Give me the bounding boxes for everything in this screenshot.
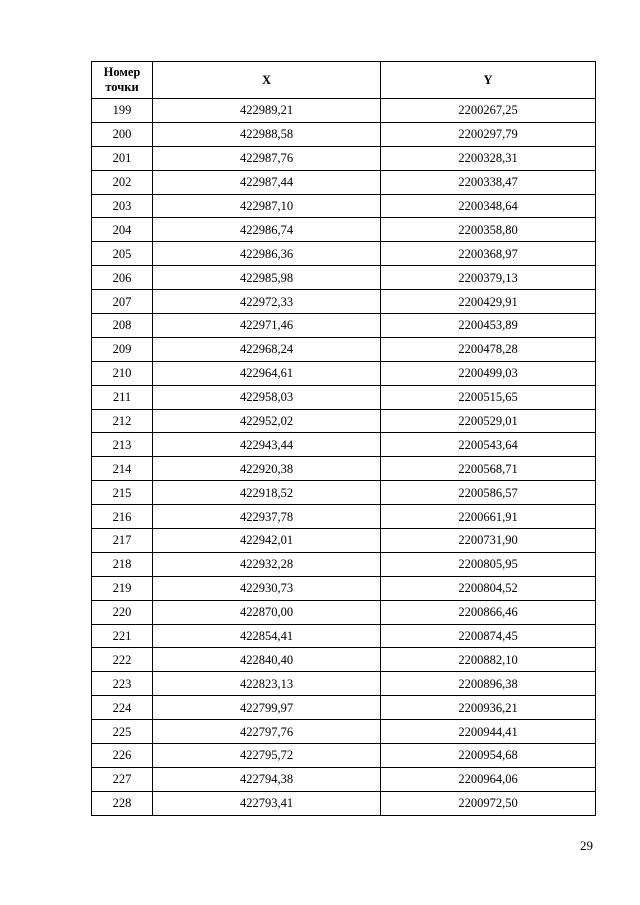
table-row [92, 720, 596, 744]
cell-x: 422937,78 [153, 505, 381, 529]
cell-y: 2200297,79 [381, 122, 596, 146]
cell-point-number: 214 [92, 457, 153, 481]
cell-x: 422799,97 [153, 696, 381, 720]
cell-point-number: 226 [92, 744, 153, 768]
table-header-row [92, 62, 596, 99]
cell-point-number: 207 [92, 290, 153, 314]
cell-y: 2200805,95 [381, 552, 596, 576]
cell-point-number: 217 [92, 529, 153, 553]
cell-point-number: 225 [92, 720, 153, 744]
cell-x: 422840,40 [153, 648, 381, 672]
table-row [92, 672, 596, 696]
cell-y: 2200866,46 [381, 600, 596, 624]
cell-x: 422968,24 [153, 337, 381, 361]
table-row [92, 576, 596, 600]
cell-point-number: 210 [92, 361, 153, 385]
cell-x: 422854,41 [153, 624, 381, 648]
cell-y: 2200358,80 [381, 218, 596, 242]
cell-point-number: 216 [92, 505, 153, 529]
cell-y: 2200368,97 [381, 242, 596, 266]
table-row [92, 290, 596, 314]
table-row [92, 385, 596, 409]
cell-point-number: 212 [92, 409, 153, 433]
cell-x: 422918,52 [153, 481, 381, 505]
table-row [92, 218, 596, 242]
cell-point-number: 218 [92, 552, 153, 576]
cell-point-number: 200 [92, 122, 153, 146]
cell-point-number: 220 [92, 600, 153, 624]
cell-y: 2200804,52 [381, 576, 596, 600]
cell-x: 422797,76 [153, 720, 381, 744]
cell-point-number: 215 [92, 481, 153, 505]
cell-point-number: 221 [92, 624, 153, 648]
cell-y: 2200328,31 [381, 146, 596, 170]
cell-x: 422972,33 [153, 290, 381, 314]
table-row [92, 99, 596, 123]
cell-point-number: 223 [92, 672, 153, 696]
cell-x: 422958,03 [153, 385, 381, 409]
table-row [92, 337, 596, 361]
cell-point-number: 228 [92, 791, 153, 815]
cell-point-number: 203 [92, 194, 153, 218]
cell-y: 2200661,91 [381, 505, 596, 529]
cell-x: 422920,38 [153, 457, 381, 481]
coordinates-table [91, 61, 596, 816]
header-y: Y [381, 62, 596, 99]
cell-y: 2200543,64 [381, 433, 596, 457]
table-row [92, 433, 596, 457]
cell-y: 2200882,10 [381, 648, 596, 672]
cell-x: 422986,36 [153, 242, 381, 266]
cell-point-number: 219 [92, 576, 153, 600]
cell-y: 2200936,21 [381, 696, 596, 720]
cell-point-number: 213 [92, 433, 153, 457]
cell-x: 422985,98 [153, 266, 381, 290]
cell-point-number: 208 [92, 314, 153, 338]
cell-x: 422794,38 [153, 767, 381, 791]
header-point-number-line2: точки [105, 80, 139, 94]
cell-x: 422795,72 [153, 744, 381, 768]
cell-x: 422793,41 [153, 791, 381, 815]
cell-x: 422932,28 [153, 552, 381, 576]
cell-x: 422988,58 [153, 122, 381, 146]
table-row [92, 696, 596, 720]
cell-y: 2200731,90 [381, 529, 596, 553]
table-row [92, 122, 596, 146]
cell-y: 2200568,71 [381, 457, 596, 481]
cell-x: 422930,73 [153, 576, 381, 600]
table-row [92, 481, 596, 505]
cell-x: 422986,74 [153, 218, 381, 242]
cell-y: 2200453,89 [381, 314, 596, 338]
table-row [92, 529, 596, 553]
cell-x: 422971,46 [153, 314, 381, 338]
table-row [92, 648, 596, 672]
table-row [92, 744, 596, 768]
cell-point-number: 211 [92, 385, 153, 409]
cell-y: 2200896,38 [381, 672, 596, 696]
header-x: X [153, 62, 381, 99]
cell-y: 2200964,06 [381, 767, 596, 791]
cell-point-number: 227 [92, 767, 153, 791]
cell-x: 422987,44 [153, 170, 381, 194]
cell-y: 2200972,50 [381, 791, 596, 815]
cell-point-number: 202 [92, 170, 153, 194]
cell-point-number: 206 [92, 266, 153, 290]
cell-point-number: 205 [92, 242, 153, 266]
cell-x: 422987,76 [153, 146, 381, 170]
cell-x: 422943,44 [153, 433, 381, 457]
cell-y: 2200515,65 [381, 385, 596, 409]
cell-x: 422964,61 [153, 361, 381, 385]
cell-y: 2200379,13 [381, 266, 596, 290]
table-row [92, 361, 596, 385]
header-point-number-line1: Номер [103, 65, 141, 79]
table-row [92, 266, 596, 290]
table-row [92, 552, 596, 576]
cell-point-number: 199 [92, 99, 153, 123]
table-row [92, 242, 596, 266]
table-row [92, 791, 596, 815]
cell-y: 2200586,57 [381, 481, 596, 505]
cell-y: 2200478,28 [381, 337, 596, 361]
cell-x: 422823,13 [153, 672, 381, 696]
cell-x: 422952,02 [153, 409, 381, 433]
table-body [92, 99, 596, 816]
header-point-number [92, 62, 153, 99]
cell-x: 422989,21 [153, 99, 381, 123]
table-row [92, 146, 596, 170]
cell-y: 2200954,68 [381, 744, 596, 768]
page-number: 29 [580, 838, 593, 853]
table-row [92, 624, 596, 648]
table-row [92, 600, 596, 624]
table-row [92, 194, 596, 218]
cell-y: 2200874,45 [381, 624, 596, 648]
cell-y: 2200338,47 [381, 170, 596, 194]
cell-y: 2200429,91 [381, 290, 596, 314]
cell-point-number: 224 [92, 696, 153, 720]
cell-point-number: 222 [92, 648, 153, 672]
cell-x: 422870,00 [153, 600, 381, 624]
cell-y: 2200944,41 [381, 720, 596, 744]
table-row [92, 505, 596, 529]
table-row [92, 457, 596, 481]
cell-point-number: 204 [92, 218, 153, 242]
cell-y: 2200499,03 [381, 361, 596, 385]
cell-y: 2200267,25 [381, 99, 596, 123]
cell-x: 422942,01 [153, 529, 381, 553]
cell-point-number: 201 [92, 146, 153, 170]
table-row [92, 767, 596, 791]
table-row [92, 314, 596, 338]
cell-y: 2200348,64 [381, 194, 596, 218]
cell-y: 2200529,01 [381, 409, 596, 433]
cell-point-number: 209 [92, 337, 153, 361]
cell-x: 422987,10 [153, 194, 381, 218]
table-row [92, 409, 596, 433]
table-row [92, 170, 596, 194]
